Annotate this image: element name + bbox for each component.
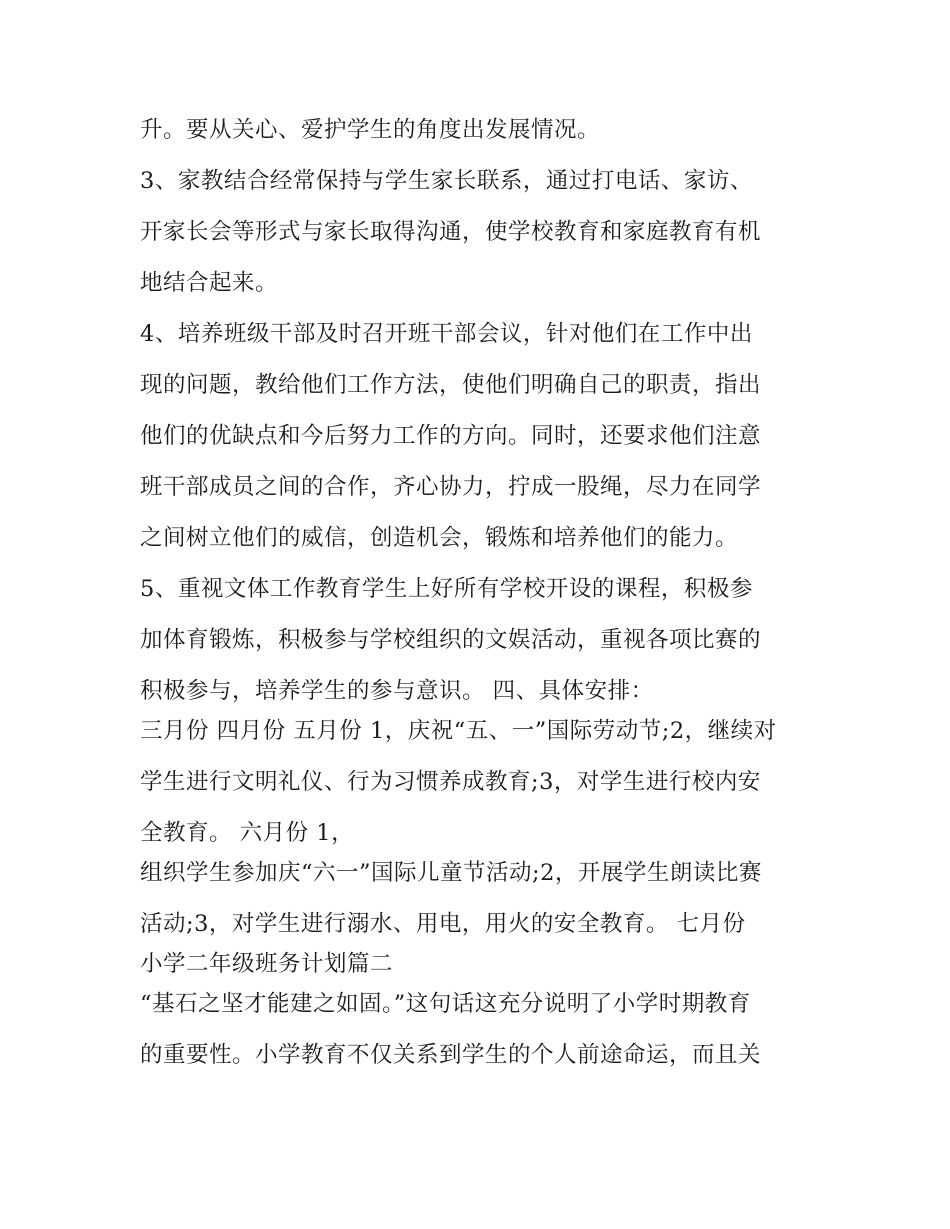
text-line-4: 地结合起来。: [140, 270, 279, 296]
text-line-12: 积极参与，培养学生的参与意识。 四、具体安排：: [140, 678, 654, 704]
text-line-7: 他们的优缺点和今后努力工作的方向。同时，还要求他们注意: [140, 423, 762, 449]
text-line-16: 组织学生参加庆“六一”国际儿童节活动;2，开展学生朗读比赛: [140, 860, 762, 886]
text-line-11: 加体育锻炼，积极参与学校组织的文娱活动，重视各项比赛的: [140, 627, 762, 653]
text-line-15: 全教育。 六月份 1，: [140, 820, 355, 846]
text-line-9: 之间树立他们的威信，创造机会，锻炼和培养他们的能力。: [140, 525, 739, 551]
text-line-17: 活动;3，对学生进行溺水、用电，用火的安全教育。 七月份: [140, 911, 746, 937]
text-line-14: 学生进行文明礼仪、行为习惯养成教育;3，对学生进行校内安: [140, 769, 761, 795]
text-line-5: 4、培养班级干部及时召开班干部会议，针对他们在工作中出: [140, 321, 753, 347]
text-line-3: 开家长会等形式与家长取得沟通，使学校教育和家庭教育有机: [140, 219, 762, 245]
text-line-8: 班干部成员之间的合作，齐心协力，拧成一股绳，尽力在同学: [140, 474, 762, 500]
text-line-19: “基石之坚才能建之如固。”这句话这充分说明了小学时期教育: [140, 991, 751, 1017]
document-body: [140, 108, 830, 1084]
text-line-2: 3、家教结合经常保持与学生家长联系，通过打电话、家访、: [140, 168, 753, 194]
text-line-13: 三月份 四月份 五月份 1，庆祝“五、一”国际劳动节;2，继续对: [140, 718, 777, 744]
section-heading: 小学二年级班务计划篇二: [140, 951, 394, 977]
text-line-6: 现的问题，教给他们工作方法，使他们明确自己的职责，指出: [140, 372, 762, 398]
text-line-1: 升。要从关心、爱护学生的角度出发展情况。: [140, 117, 601, 143]
text-line-20: 的重要性。小学教育不仅关系到学生的个人前途命运，而且关: [140, 1042, 762, 1068]
text-line-10: 5、重视文体工作教育学生上好所有学校开设的课程，积极参: [140, 576, 753, 602]
